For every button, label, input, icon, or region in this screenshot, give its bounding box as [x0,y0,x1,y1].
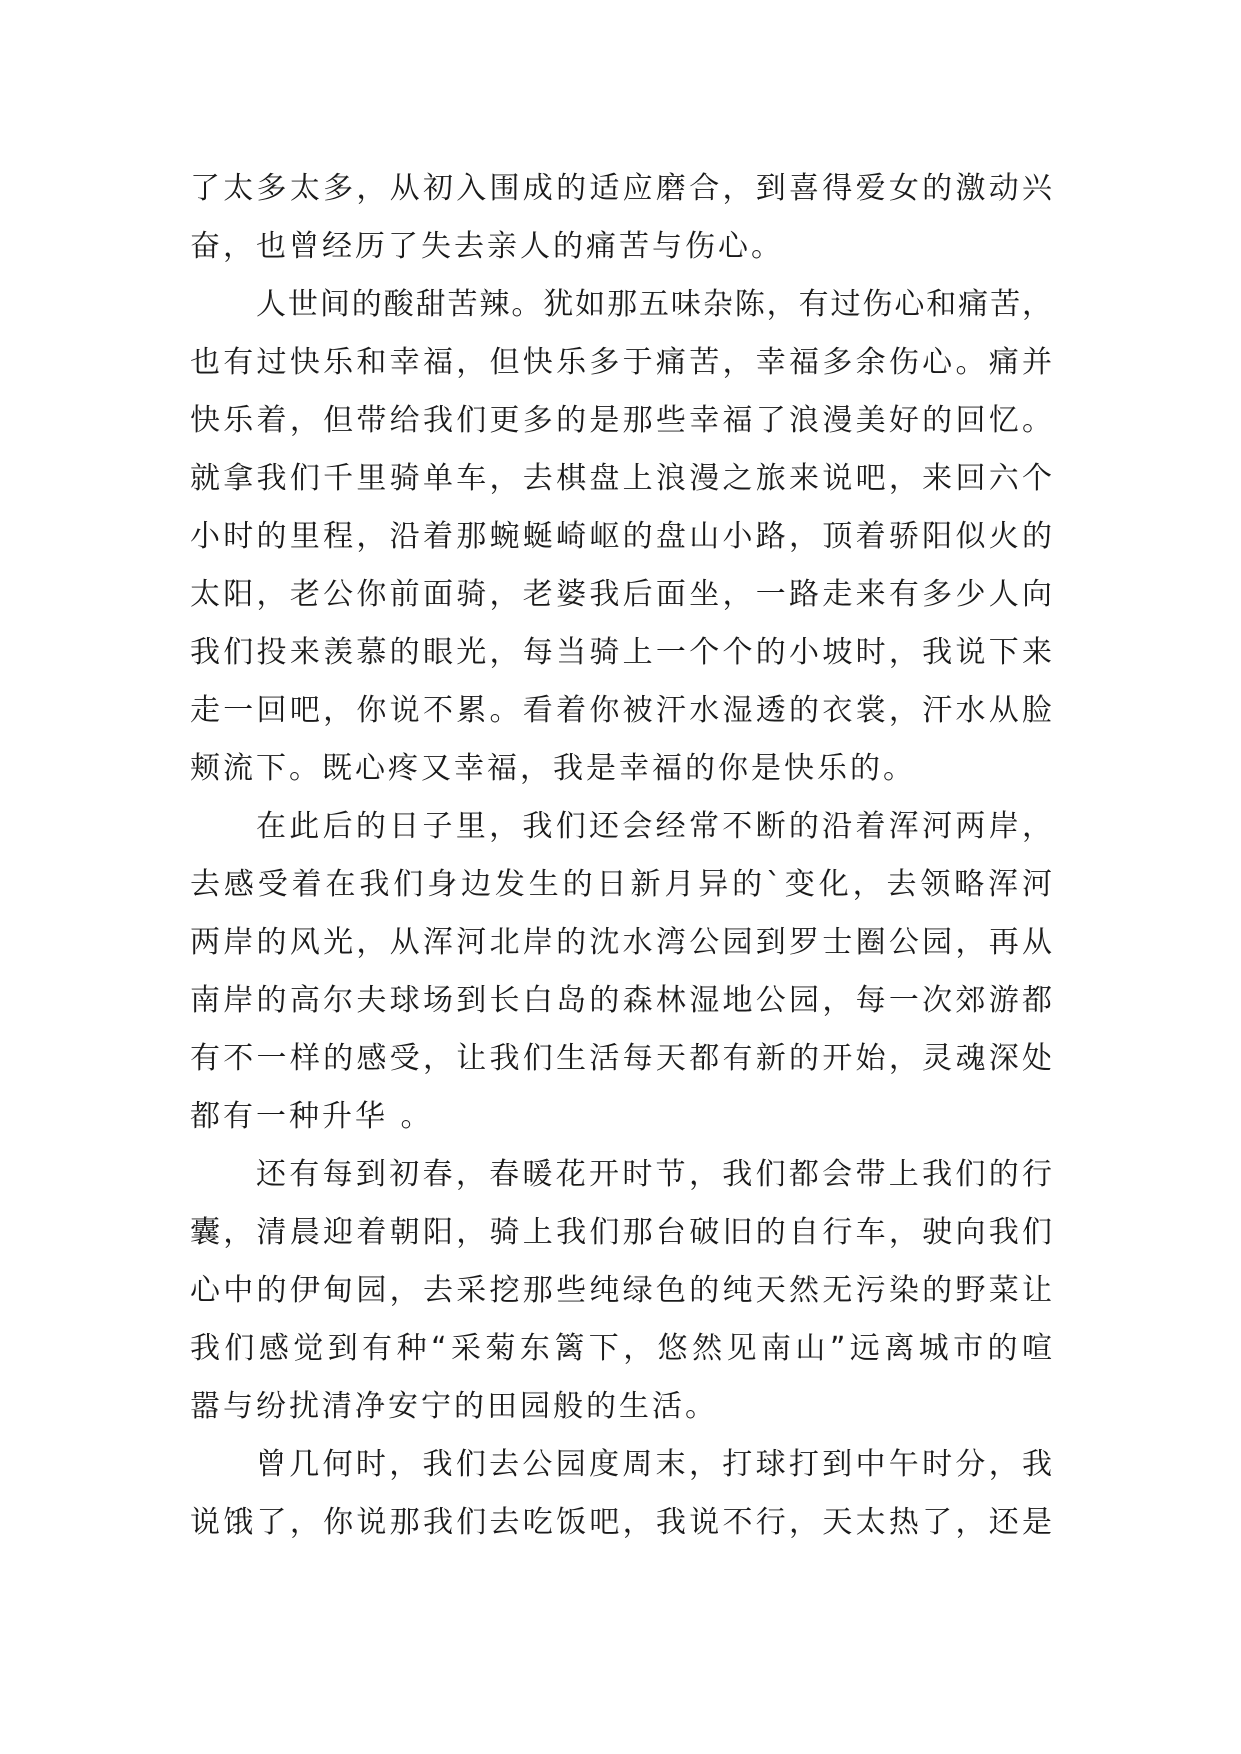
text-line: 也有过快乐和幸福，但快乐多于痛苦，幸福多余伤心。痛并 [190,345,1052,380]
text-line: 去感受着在我们身边发生的日新月异的`变化，去领略浑河 [190,867,1052,902]
text-line: 我们感觉到有种“采菊东篱下，悠然见南山”远离城市的喧 [190,1331,1052,1366]
text-line: 嚣与纷扰清净安宁的田园般的生活。 [190,1389,718,1424]
paragraph-first-line: 还有每到初春，春暖花开时节，我们都会带上我们的行 [256,1157,1052,1192]
paragraph-first-line: 人世间的酸甜苦辣。犹如那五味杂陈，有过伤心和痛苦， [256,287,1052,322]
text-line: 了太多太多，从初入围成的适应磨合，到喜得爱女的激动兴 [190,171,1052,206]
text-line: 囊，清晨迎着朝阳，骑上我们那台破旧的自行车，驶向我们 [190,1215,1052,1250]
text-line: 就拿我们千里骑单车，去棋盘上浪漫之旅来说吧，来回六个 [190,461,1052,496]
text-line: 心中的伊甸园，去采挖那些纯绿色的纯天然无污染的野菜让 [190,1273,1052,1308]
text-line: 奋，也曾经历了失去亲人的痛苦与伤心。 [190,229,784,264]
text-line: 走一回吧，你说不累。看着你被汗水湿透的衣裳，汗水从脸 [190,693,1052,728]
text-line: 南岸的高尔夫球场到长白岛的森林湿地公园，每一次郊游都 [190,983,1052,1018]
text-line: 我们投来羡慕的眼光，每当骑上一个个的小坡时，我说下来 [190,635,1052,670]
text-line: 小时的里程，沿着那蜿蜒崎岖的盘山小路，顶着骄阳似火的 [190,519,1052,554]
paragraph-first-line: 在此后的日子里，我们还会经常不断的沿着浑河两岸， [256,809,1052,844]
text-line: 快乐着，但带给我们更多的是那些幸福了浪漫美好的回忆。 [190,403,1052,438]
text-line: 都有一种升华 。 [190,1099,434,1134]
text-line: 太阳，老公你前面骑，老婆我后面坐，一路走来有多少人向 [190,577,1052,612]
text-line: 有不一样的感受，让我们生活每天都有新的开始，灵魂深处 [190,1041,1052,1076]
text-line: 说饿了，你说那我们去吃饭吧，我说不行，天太热了，还是 [190,1505,1052,1540]
text-line: 两岸的风光，从浑河北岸的沈水湾公园到罗士圈公园，再从 [190,925,1052,960]
text-line: 颊流下。既心疼又幸福，我是幸福的你是快乐的。 [190,751,916,786]
paragraph-first-line: 曾几何时，我们去公园度周末，打球打到中午时分，我 [256,1447,1052,1482]
